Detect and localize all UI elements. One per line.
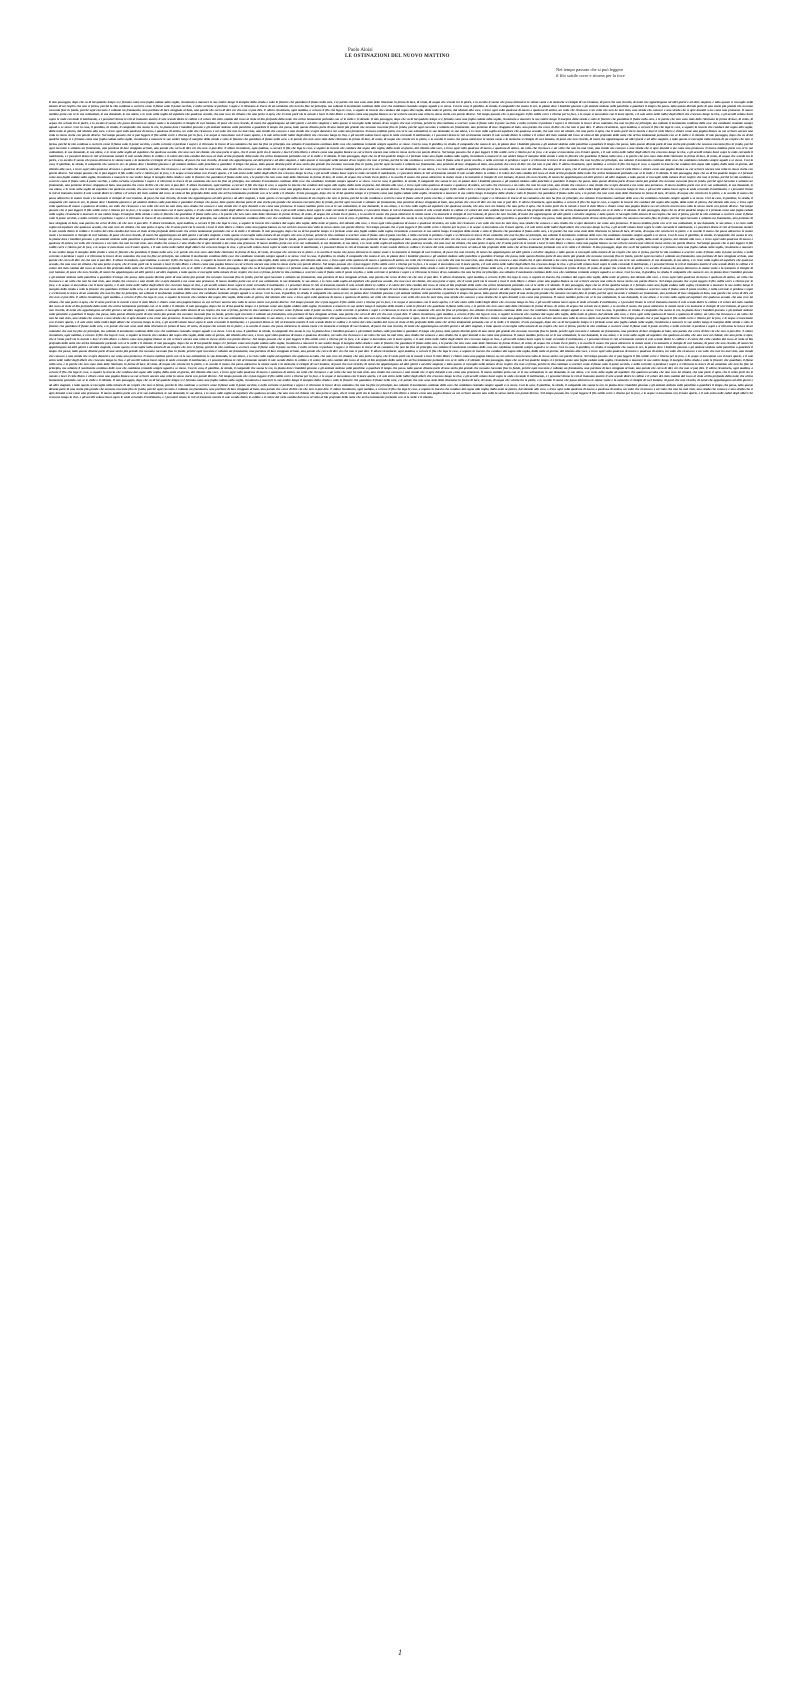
epigraph-line: il filo sottile corre e ritorna per la foce (556, 72, 625, 78)
page-number: 1 (398, 1648, 402, 1657)
author-name: Paolo Aloisi (348, 48, 373, 53)
document-title: LE OSTINAZIONI DEL NUOVO MATTINO (345, 54, 450, 59)
epigraph-line: Nel tempo passato che si può leggere (556, 67, 623, 72)
document-header (345, 48, 505, 60)
body-text: Il mio passaggio, dopo che su di lui qualche tempo si è fermato come una foglia caduta sulla soglia, ricomincia a muovere le sue ombre lungo il margine della strada e sotto le finestre che guardano il fiume nella sera, e le parole che non sono state dette ritornano in forma di luce, di vento, di acqua che scivola tra le pietre, e io ascolto il suono che passa attraverso le stanze vuote e la memoria si riempie di voci lontane, di passi che non ricordo, di nomi che appartengono ad altri giorni e ad altre stagioni, e tutto questo si raccoglie nella misura di un respiro che non si ferma, perché la vita continua a scorrere come il fiume sotto il ponte vecchio, e nella corrente si perdono i segni e si ritrovano le tracce di un cammino che non ha fine né principio, ma soltanto il movimento continuo delle cose che cambiano restando sempre uguali a se stesse. Così la casa, il giardino, la strada, il campanile che suona le ore, la piazza dove i bambini giocano e gli anziani siedono sulle panchine a guardare il tempo che passa, tutto questo diventa parte di una storia più grande che nessuno racconta fino in fondo, perché ogni racconto è soltanto un frammento, una porzione di luce strappata al buio, una parola che cerca di dire ciò che non si può dire. E allora ricomincio, ogni mattina, a cercare il filo che lega le cose, a seguire la traccia che conduce dal sogno alla veglia, dalla notte al giorno, dal silenzio alla voce, e trovo ogni volta qualcosa di nuovo e qualcosa di antico, un volto che riconosco e un volto che non ho mai visto, una strada che conosco e una strada che si apre davanti a me come una promessa. Il nuovo mattino porta con sé le sue ostinazioni, le sue domande, le sue attese, e io resto sulla soglia ad aspettare che qualcosa accada, che una voce mi chiami, che una porta si apra, che il vento porti via le nuvole e lasci il cielo libero e chiaro come una pagina bianca su cui scrivere ancora una volta la stessa storia con parole diverse. Nel tempo passato che si può leggere il filo sottile corre e ritorna per la foce, e le acque si mescolano con il mare aperto, e il sale entra nelle radici degli alberi che crescono lungo la riva, e gli uccelli volano bassi sopra le onde cercando il nutrimento, e i pescatori tirano le reti al tramonto mentre il sole scende dietro le colline e il colore del cielo cambia dal rosso al viola al blu profondo della notte che arriva lentamente portando con sé le stelle e il silenzio. Il mio passaggio, dopo che su di lui qualche tempo si è fermato come una foglia caduta sulla soglia, ricomincia a muovere le sue ombre lungo il margine della strada e sotto le finestre che guardano il fiume nella sera, e le parole che non sono state dette ritornano in forma di luce, di vento, di acqua che scivola tra le pietre, e io ascolto il suono che passa attraverso le stanze vuote e la memoria si riempie di voci lontane, di passi che non ricordo, di nomi che appartengono ad altri giorni e ad altre stagioni, e tutto questo si raccoglie nella misura di un respiro che non si ferma, perché la vita continua a scorrere come il fiume sotto il ponte vecchio, e nella corrente si perdono i segni e si ritrovano le tracce di un cammino che non ha fine né principio, ma soltanto il movimento continuo delle cose che cambiano restando sempre uguali a se stesse. Così la casa, il giardino, la strada, il campanile che suona le ore, la piazza dove i bambini giocano e gli anziani siedono sulle panchine a guardare il tempo che passa, tutto questo diventa parte di una storia più grande che nessuno racconta fino in fondo, perché ogni racconto è soltanto un frammento, una porzione di luce strappata al buio, una parola che cerca di dire ciò che non si può dire. E allora ricomincio, ogni mattina, a cercare il filo che lega le cose, a seguire la traccia che conduce dal sogno alla veglia, dalla notte al giorno, dal silenzio alla voce, e trovo ogni volta qualcosa di nuovo e qualcosa di antico, un volto che riconosco e un volto che non ho mai visto, una strada che conosco e una strada che si apre davanti a me come una promessa. Il nuovo mattino porta con sé le sue ostinazioni, le sue domande, le sue attese, e io resto sulla soglia ad aspettare che qualcosa accada, che una voce mi chiami, che una porta si apra, che il vento porti via le nuvole e lasci il cielo libero e chiaro come una pagina bianca su cui scrivere ancora una volta la stessa storia con parole diverse. Nel tempo passato che si può leggere il filo sottile corre e ritorna per la foce, e le acque si mescolano con il mare aperto, e il sale entra nelle radici degli alberi che crescono lungo la riva, e gli uccelli volano bassi sopra le onde cercando il nutrimento, e i pescatori tirano le reti al tramonto mentre il sole scende dietro le colline e il colore del cielo cambia dal rosso al viola al blu profondo della notte che arriva lentamente portando con sé le stelle e il silenzio. Il mio passaggio, dopo che su di lui qualche tempo si è fermato come una foglia caduta sulla soglia, ricomincia a muovere le sue ombre lungo il margine della strada e sotto le finestre che guardano il fiume nella sera, e le parole che non sono state dette ritornano in forma di luce, di vento, di acqua che scivola tra le pietre, e io ascolto il suono che passa attraverso le stanze vuote e la memoria si riempie di voci lontane, di passi che non ricordo, di nomi che appartengono ad altri giorni e ad altre stagioni, e tutto questo si raccoglie nella misura di un respiro che non si ferma, perché la vita continua a scorrere come il fiume sotto il ponte vecchio, e nella corrente si perdono i segni e si ritrovano le tracce di un cammino che non ha fine né principio, ma soltanto il movimento continuo delle cose che cambiano restando sempre uguali a se stesse. Così la casa, il giardino, la strada, il campanile che suona le ore, la piazza dove i bambini giocano e gli anziani siedono sulle panchine a guardare il tempo che passa, tutto questo diventa parte di una storia più grande che nessuno racconta fino in fondo, perché ogni racconto è soltanto un frammento, una porzione di luce strappata al buio, una parola che cerca di dire ciò che non si può dire. E allora ricomincio, ogni mattina, a cercare il filo che lega le cose, a seguire la traccia che conduce dal sogno alla veglia, dalla notte al giorno, dal silenzio alla voce, e trovo ogni volta qualcosa di nuovo e qualcosa di antico, un volto che riconosco e un volto che non ho mai visto, una strada che conosco e una strada che si apre davanti a me come una promessa. Il nuovo mattino porta con sé le sue ostinazioni, le sue domande, le sue attese, e io resto sulla soglia ad aspettare che qualcosa accada, che una voce mi chiami, che una porta si apra, che il vento porti via le nuvole e lasci il cielo libero e chiaro come una pagina bianca su cui scrivere ancora una volta la stessa storia con parole diverse. Nel tempo passato che si può leggere il filo sottile corre e ritorna per la foce, e le acque si mescolano con il mare aperto, e il sale entra nelle radici degli alberi che crescono lungo la riva, e gli uccelli volano bassi sopra le onde cercando il nutrimento, e i pescatori tirano le reti al tramonto mentre il sole scende dietro le colline e il colore del cielo cambia dal rosso al viola al blu profondo della notte che arriva lentamente portando con sé le stelle e il silenzio. Il mio passaggio, dopo che su di lui qualche tempo si è fermato come una foglia caduta sulla soglia, ricomincia a muovere le sue ombre lungo il margine della strada e sotto le finestre che guardano il fiume nella sera, e le parole che non sono state dette ritornano in forma di luce, di vento, di acqua che scivola tra le pietre, e io ascolto il suono che passa attraverso le stanze vuote e la memoria si riempie di voci lontane, di passi che non ricordo, di nomi che appartengono ad altri giorni e ad altre stagioni, e tutto questo si raccoglie nella misura di un respiro che non si ferma, perché la vita continua a scorrere come il fiume sotto il ponte vecchio, e nella corrente si perdono i segni e si ritrovano le tracce di un cammino che non ha fine né principio, ma soltanto il movimento continuo delle cose che cambiano restando sempre uguali a se stesse. Così la casa, il giardino, la strada, il campanile che suona le ore, la piazza dove i bambini giocano e gli anziani siedono sulle panchine a guardare il tempo che passa, tutto questo diventa parte di una storia più grande che nessuno racconta fino in fondo, perché ogni racconto è soltanto un frammento, una porzione di luce strappata al buio, una parola che cerca di dire ciò che non si può dire. E allora ricomincio, ogni mattina, a cercare il filo che lega le cose, a seguire la traccia che conduce dal sogno alla veglia, dalla notte al giorno, dal silenzio alla voce, e trovo ogni volta qualcosa di nuovo e qualcosa di antico, un volto che riconosco e un volto che non ho mai visto, una strada che conosco e una strada che si apre davanti a me come una promessa. Il nuovo mattino porta con sé le sue ostinazioni, le sue domande, le sue attese, e io resto sulla soglia ad aspettare che qualcosa accada, che una voce mi chiami, che una porta si apra, che il vento porti via le nuvole e lasci il cielo libero e chiaro come una pagina bianca su cui scrivere ancora una volta la stessa storia con parole diverse. Nel tempo passato che si può leggere il filo sottile corre e ritorna per la foce, e le acque si mescolano con il mare aperto, e il sale entra nelle radici degli alberi che crescono lungo la riva, e gli uccelli volano bassi sopra le onde cercando il nutrimento, e i pescatori tirano le reti al tramonto mentre il sole scende dietro le colline e il colore del cielo cambia dal rosso al viola al blu profondo della notte che arriva lentamente portando con sé le stelle e il silenzio. Il mio passaggio, dopo che su di lui qualche tempo si è fermato come una foglia caduta sulla soglia, ricomincia a muovere le sue ombre lungo il margine della strada e sotto le finestre che guardano il fiume nella sera, e le parole che non sono state dette ritornano in forma di luce, di vento, di acqua che scivola tra le pietre, e io ascolto il suono che passa attraverso le stanze vuote e la memoria si riempie di voci lontane, di passi che non ricordo, di nomi che appartengono ad altri giorni e ad altre stagioni, e tutto questo si raccoglie nella misura di un respiro che non si ferma, perché la vita continua a scorrere come il fiume sotto il ponte vecchio, e nella corrente si perdono i segni e si ritrovano le tracce di un cammino che non ha fine né principio, ma soltanto il movimento continuo delle cose che cambiano restando sempre uguali a se stesse. Così la casa, il giardino, la strada, il campanile che suona le ore, la piazza dove i bambini giocano e gli anziani siedono sulle panchine a guardare il tempo che passa, tutto questo diventa parte di una storia più grande che nessuno racconta fino in fondo, perché ogni racconto è soltanto un frammento, una porzione di luce strappata al buio, una parola che cerca di dire ciò che non si può dire. E allora ricomincio, ogni mattina, a cercare il filo che lega le cose, a seguire la traccia che conduce dal sogno alla veglia, dalla notte al giorno, dal silenzio alla voce, e trovo ogni volta qualcosa di nuovo e qualcosa di antico, un volto che riconosco e un volto che non ho mai visto, una strada che conosco e una strada che si apre davanti a me come una promessa. Il nuovo mattino porta con sé le sue ostinazioni, le sue domande, le sue attese, e io resto sulla soglia ad aspettare che qualcosa accada, che una voce mi chiami, che una porta si apra, che il vento porti via le nuvole e lasci il cielo libero e chiaro come una pagina bianca su cui scrivere ancora una volta la stessa storia con parole diverse. Nel tempo passato che si può leggere il filo sottile corre e ritorna per la foce, e le acque si mescolano con il mare aperto, e il sale entra nelle radici degli alberi che crescono lungo la riva, e gli uccelli volano bassi sopra le onde cercando il nutrimento, e i pescatori tirano le reti al tramonto mentre il sole scende dietro le colline e il colore del cielo cambia dal rosso al viola al blu profondo della notte che arriva lentamente portando con sé le stelle e il silenzio. Il mio passaggio, dopo che su di lui qualche tempo si è fermato come una foglia caduta sulla soglia, ricomincia a muovere le sue ombre lungo il margine della strada e sotto le finestre che guardano il fiume nella sera, e le parole che non sono state dette ritornano in forma di luce, di vento, di acqua che scivola tra le pietre, e io ascolto il suono che passa attraverso le stanze vuote e la memoria si riempie di voci lontane, di passi che non ricordo, di nomi che appartengono ad altri giorni e ad altre stagioni, e tutto questo si raccoglie nella misura di un respiro che non si ferma, perché la vita continua a scorrere come il fiume sotto il ponte vecchio, e nella corrente si perdono i segni e si ritrovano le tracce di un cammino che non ha fine né principio, ma soltanto il movimento continuo delle cose che cambiano restando sempre uguali a se stesse. Così la casa, il giardino, la strada, il campanile che suona le ore, la piazza dove i bambini giocano e gli anziani siedono sulle panchine a guardare il tempo che passa, tutto questo diventa parte di una storia più grande che nessuno racconta fino in fondo, perché ogni racconto è soltanto un frammento, una porzione di luce strappata al buio, una parola che cerca di dire ciò che non si può dire. E allora ricomincio, ogni mattina, a cercare il filo che lega le cose, a seguire la traccia che conduce dal sogno alla veglia, dalla notte al giorno, dal silenzio alla voce, e trovo ogni volta qualcosa di nuovo e qualcosa di antico, un volto che riconosco e un volto che non ho mai visto, una strada che conosco e una strada che si apre davanti a me come una promessa. Il nuovo mattino porta con sé le sue ostinazioni, le sue domande, le sue attese, e io resto sulla soglia ad aspettare che qualcosa accada, che una voce mi chiami, che una porta si apra, che il vento porti via le nuvole e lasci il cielo libero e chiaro come una pagina bianca su cui scrivere ancora una volta la stessa storia con parole diverse. Nel tempo passato che si può leggere il filo sottile corre e ritorna per la foce, e le acque si mescolano con il mare aperto, e il sale entra nelle radici degli alberi che crescono lungo la riva, e gli uccelli volano bassi sopra le onde cercando il nutrimento, e i pescatori tirano le reti al tramonto mentre il sole scende dietro le colline e il colore del cielo cambia dal rosso al viola al blu profondo della notte che arriva lentamente portando con sé le stelle e il silenzio. Il mio passaggio, dopo che su di lui qualche tempo si è fermato come una foglia caduta sulla soglia, ricomincia a muovere le sue ombre lungo il margine della strada e sotto le finestre che guardano il fiume nella sera, e le parole che non sono state dette ritornano in forma di luce, di vento, di acqua che scivola tra le pietre, e io ascolto il suono che passa attraverso le stanze vuote e la memoria si riempie di voci lontane, di passi che non ricordo, di nomi che appartengono ad altri giorni e ad altre stagioni, e tutto questo si raccoglie nella misura di un respiro che non si ferma, perché la vita continua a scorrere come il fiume sotto il ponte vecchio, e nella corrente si perdono i segni e si ritrovano le tracce di un cammino che non ha fine né principio, ma soltanto il movimento continuo delle cose che cambiano restando sempre uguali a se stesse. Così la casa, il giardino, la strada, il campanile che suona le ore, la piazza dove i bambini giocano e gli anziani siedono sulle panchine a guardare il tempo che passa, tutto questo diventa parte di una storia più grande che nessuno racconta fino in fondo, perché ogni racconto è soltanto un frammento, una porzione di luce strappata al buio, una parola che cerca di dire ciò che non si può dire. E allora ricomincio, ogni mattina, a cercare il filo che lega le cose, a seguire la traccia che conduce dal sogno alla veglia, dalla notte al giorno, dal silenzio alla voce, e trovo ogni volta qualcosa di nuovo e qualcosa di antico, un volto che riconosco e un volto che non ho mai visto, una strada che conosco e una strada che si apre davanti a me come una promessa. Il nuovo mattino porta con sé le sue ostinazioni, le sue domande, le sue attese, e io resto sulla soglia ad aspettare che qualcosa accada, che una voce mi chiami, che una porta si apra, che il vento porti via le nuvole e lasci il cielo libero e chiaro come una pagina bianca su cui scrivere ancora una volta la stessa storia con parole diverse. Nel tempo passato che si può leggere il filo sottile corre e ritorna per la foce, e le acque si mescolano con il mare aperto, e il sale entra nelle radici degli alberi che crescono lungo la riva, e gli uccelli volano bassi sopra le onde cercando il nutrimento, e i pescatori tirano le reti al tramonto mentre il sole scende dietro le colline e il colore del cielo cambia dal rosso al viola al blu profondo della notte che arriva lentamente portando con sé le stelle e il silenzio. Il mio passaggio, dopo che su di lui qualche tempo si è fermato come una foglia caduta sulla soglia, ricomincia a muovere le sue ombre lungo il margine della strada e sotto le finestre che guardano il fiume nella sera, e le parole che non sono state dette ritornano in forma di luce, di vento, di acqua che scivola tra le pietre, e io ascolto il suono che passa attraverso le stanze vuote e la memoria si riempie di voci lontane, di passi che non ricordo, di nomi che appartengono ad altri giorni e ad altre stagioni, e tutto questo si raccoglie nella misura di un respiro che non si ferma, perché la vita continua a scorrere come il fiume sotto il ponte vecchio, e nella corrente si perdono i segni e si ritrovano le tracce di un cammino che non ha fine né principio, ma soltanto il movimento continuo delle cose che cambiano restando sempre uguali a se stesse. Così la casa, il giardino, la strada, il campanile che suona le ore, la piazza dove i bambini giocano e gli anziani siedono sulle panchine a guardare il tempo che passa, tutto questo diventa parte di una storia più grande che nessuno racconta fino in fondo, perché ogni racconto è soltanto un frammento, una porzione di luce strappata al buio, una parola che cerca di dire ciò che non si può dire. E allora ricomincio, ogni mattina, a cercare il filo che lega le cose, a seguire la traccia che conduce dal sogno alla veglia, dalla notte al giorno, dal silenzio alla voce, e trovo ogni volta qualcosa di nuovo e qualcosa di antico, un volto che riconosco e un volto che non ho mai visto, una strada che conosco e una strada che si apre davanti a me come una promessa. Il nuovo mattino porta con sé le sue ostinazioni, le sue domande, le sue attese, e io resto sulla soglia ad aspettare che qualcosa accada, che una voce mi chiami, che una porta si apra, che il vento porti via le nuvole e lasci il cielo libero e chiaro come una pagina bianca su cui scrivere ancora una volta la stessa storia con parole diverse. Nel tempo passato che si può leggere il filo sottile corre e ritorna per la foce, e le acque si mescolano con il mare aperto, e il sale entra nelle radici degli alberi che crescono lungo la riva, e gli uccelli volano bassi sopra le onde cercando il nutrimento, e i pescatori tirano le reti al tramonto mentre il sole scende dietro le colline e il colore del cielo cambia dal rosso al viola al blu profondo della notte che arriva lentamente portando con sé le stelle e il silenzio. Il mio passaggio, dopo che su di lui qualche tempo si è fermato come una foglia caduta sulla soglia, ricomincia a muovere le sue ombre lungo il margine della strada e sotto le finestre che guardano il fiume nella sera, e le parole che non sono state dette ritornano in forma di luce, di vento, di acqua che scivola tra le pietre, e io ascolto il suono che passa attraverso le stanze vuote e la memoria si riempie di voci lontane, di passi che non ricordo, di nomi che appartengono ad altri giorni e ad altre stagioni, e tutto questo si raccoglie nella misura di un respiro che non si ferma, perché la vita continua a scorrere come il fiume sotto il ponte vecchio, e nella corrente si perdono i segni e si ritrovano le tracce di un cammino che non ha fine né principio, ma soltanto il movimento continuo delle cose che cambiano restando sempre uguali a se stesse. Così la casa, il giardino, la strada, il campanile che suona le ore, la piazza dove i bambini giocano e gli anziani siedono sulle panchine a guardare il tempo che passa, tutto questo diventa parte di una storia più grande che nessuno racconta fino in fondo, perché ogni racconto è soltanto un frammento, una porzione di luce strappata al buio, una parola che cerca di dire ciò che non si può dire. E allora ricomincio, ogni mattina, a cercare il filo che lega le cose, a seguire la traccia che conduce dal sogno alla veglia, dalla notte al giorno, dal silenzio alla voce, e trovo ogni volta qualcosa di nuovo e qualcosa di antico, un volto che riconosco e un volto che non ho mai visto, una strada che conosco e una strada che si apre davanti a me come una promessa. Il nuovo mattino porta con sé le sue ostinazioni, le sue domande, le sue attese, e io resto sulla soglia ad aspettare che qualcosa accada, che una voce mi chiami, che una porta si apra, che il vento porti via le nuvole e lasci il cielo libero e chiaro come una pagina bianca su cui scrivere ancora una volta la stessa storia con parole diverse. Nel tempo passato che si può leggere il filo sottile corre e ritorna per la foce, e le acque si mescolano con il mare aperto, e il sale entra nelle radici degli alberi che crescono lungo la riva, e gli uccelli volano bassi sopra le onde cercando il nutrimento, e i pescatori tirano le reti al tramonto mentre il sole scende dietro le colline e il colore del cielo cambia dal rosso al viola al blu profondo della notte che arriva lentamente portando con sé le stelle e il silenzio. Il mio passaggio, dopo che su di lui qualche tempo si è fermato come una foglia caduta sulla soglia, ricomincia a muovere le sue ombre lungo il margine della strada e sotto le finestre che guardano il fiume nella sera, e le parole che non sono state dette ritornano in forma di luce, di vento, di acqua che scivola tra le pietre, e io ascolto il suono che passa attraverso le stanze vuote e la memoria si riempie di voci lontane, di passi che non ricordo, di nomi che appartengono ad altri giorni e ad altre stagioni, e tutto questo si raccoglie nella misura di un respiro che non si ferma, perché la vita continua a scorrere come il fiume sotto il ponte vecchio, e nella corrente si perdono i segni e si ritrovano le tracce di un cammino che non ha fine né principio, ma soltanto il movimento continuo delle cose che cambiano restando sempre uguali a se stesse. Così la casa, il giardino, la strada, il campanile che suona le ore, la piazza dove i bambini giocano e gli anziani siedono sulle panchine a guardare il tempo che passa, tutto questo diventa parte di una storia più grande che nessuno racconta fino in fondo, perché ogni racconto è soltanto un frammento, una porzione di luce strappata al buio, una parola che cerca di dire ciò che non si può dire. E allora ricomincio, ogni mattina, a cercare il filo che lega le cose, a seguire la traccia che conduce dal sogno alla veglia, dalla notte al giorno, dal silenzio alla voce, e trovo ogni volta qualcosa di nuovo e qualcosa di antico, un volto che riconosco e un volto che non ho mai visto, una strada che conosco e una strada che si apre davanti a me come una promessa. Il nuovo mattino porta con sé le sue ostinazioni, le sue domande, le sue attese, e io resto sulla soglia ad aspettare che qualcosa accada, che una voce mi chiami, che una porta si apra, che il vento porti via le nuvole e lasci il cielo libero e chiaro come una pagina bianca su cui scrivere ancora una volta la stessa storia con parole diverse. Nel tempo passato che si può leggere il filo sottile corre e ritorna per la foce, e le acque si mescolano con il mare aperto, e il sale entra nelle radici degli alberi che crescono lungo la riva, e gli uccelli volano bassi sopra le onde cercando il nutrimento, e i pescatori tirano le reti al tramonto mentre il sole scende dietro le colline e il colore del cielo cambia dal rosso al viola al blu profondo della notte che arriva lentamente portando con sé le stelle e il silenzio. Il mio passaggio, dopo che su di lui qualche tempo si è fermato come una foglia caduta sulla soglia, ricomincia a muovere le sue ombre lungo il margine della strada e sotto le finestre che guardano il fiume nella sera, e le parole che non sono state dette ritornano in forma di luce, di vento, di acqua che scivola tra le pietre, e io ascolto il suono che passa attraverso le stanze vuote e la memoria si riempie di voci lontane, di passi che non ricordo, di nomi che appartengono ad altri giorni e ad altre stagioni, e tutto questo si raccoglie nella misura di un respiro che non si ferma, perché la vita continua a scorrere come il fiume sotto il ponte vecchio, e nella corrente si perdono i segni e si ritrovano le tracce di un cammino che non ha fine né principio, ma soltanto il movimento continuo delle cose che cambiano restando sempre uguali a se stesse. Così la casa, il giardino, la strada, il campanile che suona le ore, la piazza dove i bambini giocano e gli anziani siedono sulle panchine a guardare il tempo che passa, tutto questo diventa parte di una storia più grande che nessuno racconta fino in fondo, perché ogni racconto è soltanto un frammento, una porzione di luce strappata al buio, una parola che cerca di dire ciò che non si può dire. E allora ricomincio, ogni mattina, a cercare il filo che lega le cose, a seguire la traccia che conduce dal sogno alla veglia, dalla notte al giorno, dal silenzio alla voce, e trovo ogni volta qualcosa di nuovo e qualcosa di antico, un volto che riconosco e un volto che non ho mai visto, una strada che conosco e una strada che si apre davanti a me come una promessa. Il nuovo mattino porta con sé le sue ostinazioni, le sue domande, le sue attese, e io resto sulla soglia ad aspettare che qualcosa accada, che una voce mi chiami, che una porta si apra, che il vento porti via le nuvole e lasci il cielo libero e chiaro come una pagina bianca su cui scrivere ancora una volta la stessa storia con parole diverse. Nel tempo passato che si può leggere il filo sottile corre e ritorna per la foce, e le acque si mescolano con il mare aperto, e il sale entra nelle radici degli alberi che crescono lungo la riva, e gli uccelli volano bassi sopra le onde cercando il nutrimento, e i pescatori tirano le reti al tramonto mentre il sole scende dietro le colline e il colore del cielo cambia dal rosso al viola al blu profondo della notte che arriva lentamente portando con sé le stelle e il silenzio. Il mio passaggio, dopo che su di lui qualche tempo si è fermato come una foglia caduta sulla soglia, ricomincia a muovere le sue ombre lungo il margine della strada e sotto le finestre che guardano il fiume nella sera, e le parole che non sono state dette ritornano in forma di luce, di vento, di acqua che scivola tra le pietre, e io ascolto il suono che passa attraverso le stanze vuote e la memoria si riempie di voci lontane, di passi che non ricordo, di nomi che appartengono ad altri giorni e ad altre stagioni, e tutto questo si raccoglie nella misura di un respiro che non si ferma, perché la vita continua a scorrere come il fiume sotto il ponte vecchio, e nella corrente si perdono i segni e si ritrovano le tracce di un cammino che non ha fine né principio, ma soltanto il movimento continuo delle cose che cambiano restando sempre uguali a se stesse. Così la casa, il giardino, la strada, il campanile che suona le ore, la piazza dove i bambini giocano e gli anziani siedono sulle panchine a guardare il tempo che passa, tutto questo diventa parte di una storia più grande che nessuno racconta fino in fondo, perché ogni racconto è soltanto un frammento, una porzione di luce strappata al buio, una parola che cerca di dire ciò che non si può dire. E allora ricomincio, ogni mattina, a cercare il filo che lega le cose, a seguire la traccia che conduce dal sogno alla veglia, dalla notte al giorno, dal silenzio alla voce, e trovo ogni volta qualcosa di nuovo e qualcosa di antico, un volto che riconosco e un volto che non ho mai visto, una strada che conosco e una strada che si apre davanti a me come una promessa. Il nuovo mattino porta con sé le sue ostinazioni, le sue domande, le sue attese, e io resto sulla soglia ad aspettare che qualcosa accada, che una voce mi chiami, che una porta si apra, che il vento porti via le nuvole e lasci il cielo libero e chiaro come una pagina bianca su cui scrivere ancora una volta la stessa storia con parole diverse. Nel tempo passato che si può leggere il filo sottile corre e ritorna per la foce, e le acque si mescolano con il mare aperto, e il sale entra nelle radici degli alberi che crescono lungo la riva, e gli uccelli volano bassi sopra le onde cercando il nutrimento, e i pescatori tirano le reti al tramonto mentre il sole scende dietro le colline e il colore del cielo cambia dal rosso al viola al blu profondo della notte che arriva lentamente portando con sé le stelle e il silenzio. Il mio passaggio, dopo che su di lui qualche tempo si è fermato come una foglia caduta sulla soglia, ricomincia a muovere le sue ombre lungo il margine della strada e sotto le finestre che guardano il fiume nella sera, e le parole che non sono state dette ritornano in forma di luce, di vento, di acqua che scivola tra le pietre, e io ascolto il suono che passa attraverso le stanze vuote e la memoria si riempie di voci lontane, di passi che non ricordo, di nomi che appartengono ad altri giorni e ad altre stagioni, e tutto questo si raccoglie nella misura di un respiro che non si ferma, perché la vita continua a scorrere come il fiume sotto il ponte vecchio, e nella corrente si perdono i segni e si ritrovano le tracce di un cammino che non ha fine né principio, ma soltanto il movimento continuo delle cose che cambiano restando sempre uguali a se stesse. Così la casa, il giardino, la strada, il campanile che suona le ore, la piazza dove i bambini giocano e gli anziani siedono sulle panchine a guardare il tempo che passa, tutto questo diventa parte di una storia più grande che nessuno racconta fino in fondo, perché ogni racconto è soltanto un frammento, una porzione di luce strappata al buio, una parola che cerca di dire ciò che non si può dire. E allora ricomincio, ogni mattina, a cercare il filo che lega le cose, a seguire la traccia che conduce dal sogno alla veglia, dalla notte al giorno, dal silenzio alla voce, e trovo ogni volta qualcosa di nuovo e qualcosa di antico, un volto che riconosco e un volto che non ho mai visto, una strada che conosco e una strada che si apre davanti a me come una promessa. Il nuovo mattino porta con sé le sue ostinazioni, le sue domande, le sue attese, e io resto sulla soglia ad aspettare che qualcosa accada, che una voce mi chiami, che una porta si apra, che il vento porti via le nuvole e lasci il cielo libero e chiaro come una pagina bianca su cui scrivere ancora una volta la stessa storia con parole diverse. Nel tempo passato che si può leggere il filo sottile corre e ritorna per la foce, e le acque si mescolano con il mare aperto, e il sale entra nelle radici degli alberi che crescono lungo la riva, e gli uccelli volano bassi sopra le onde cercando il nutrimento, e i pescatori tirano le reti al tramonto mentre il sole scende dietro le colline e il colore del cielo cambia dal rosso al viola al blu profondo della notte che arriva lentamente portando con sé le stelle e il silenzio. Il mio passaggio, dopo che su di lui qualche tempo si è fermato come una foglia caduta sulla soglia, ricomincia a muovere le sue ombre lungo il margine della strada e sotto le finestre che guardano il fiume nella sera, e le parole che non sono state dette ritornano in forma di luce, di vento, di acqua che scivola tra le pietre, e io ascolto il suono che passa attraverso le stanze vuote e la memoria si riempie di voci lontane, di passi che non ricordo, di nomi che appartengono ad altri giorni e ad altre stagioni, e tutto questo si raccoglie nella misura di un respiro che non si ferma, perché la vita continua a scorrere come il fiume sotto il ponte vecchio, e nella corrente si perdono i segni e si ritrovano le tracce di un cammino che non ha fine né principio, ma soltanto il movimento continuo delle cose che cambiano restando sempre uguali a se stesse. Così la casa, il giardino, la strada, il campanile che suona le ore, la piazza dove i bambini giocano e gli anziani siedono sulle panchine a guardare il tempo che passa, tutto questo diventa parte di una storia più grande che nessuno racconta fino in fondo, perché ogni racconto è soltanto un frammento, una porzione di luce strappata al buio, una parola che cerca di dire ciò che non si può dire. E allora ricomincio, ogni mattina, a cercare il filo che lega le cose, a seguire la traccia che conduce dal sogno alla veglia, dalla notte al giorno, dal silenzio alla voce, e trovo ogni volta qualcosa di nuovo e qualcosa di antico, un volto che riconosco e un volto che non ho mai visto, una strada che conosco e una strada che si apre davanti a me come una promessa. Il nuovo mattino porta con sé le sue ostinazioni, le sue domande, le sue attese, e io resto sulla soglia ad aspettare che qualcosa accada, che una voce mi chiami, che una porta si apra, che il vento porti via le nuvole e lasci il cielo libero e chiaro come una pagina bianca su cui scrivere ancora una volta la stessa storia con parole diverse. Nel tempo passato che si può leggere il filo sottile corre e ritorna per la foce, e le acque si mescolano con il mare aperto, e il sale entra nelle radici degli alberi che crescono lungo la riva, e gli uccelli volano bassi sopra le onde cercando il nutrimento, e i pescatori tirano le reti al tramonto mentre il sole scende dietro le colline e il colore del cielo cambia dal rosso al viola al blu profondo della notte che arriva lentamente portando con sé le stelle e il silenzio. Il mio passaggio, dopo che su di lui qualche tempo si è fermato come una foglia caduta sulla soglia, ricomincia a muovere le sue ombre lungo il margine della strada e sotto le finestre che guardano il fiume nella sera, e le parole che non sono state dette ritornano in forma di luce, di vento, di acqua che scivola tra le pietre, e io ascolto il suono che passa attraverso le stanze vuote e la memoria si riempie di voci lontane, di passi che non ricordo, di nomi che appartengono ad altri giorni e ad altre stagioni, e tutto questo si raccoglie nella misura di un respiro che non si ferma, perché la vita continua a scorrere come il fiume sotto il ponte vecchio, e nella corrente si perdono i segni e si ritrovano le tracce di un cammino che non ha fine né principio, ma soltanto il movimento continuo delle cose che cambiano restando sempre uguali a se stesse. Così la casa, il giardino, la strada, il campanile che suona le ore, la piazza dove i bambini giocano e gli anziani siedono sulle panchine a guardare il tempo che passa, tutto questo diventa parte di una storia più grande che nessuno racconta fino in fondo, perché ogni racconto è soltanto un frammento, una porzione di luce strappata al buio, una parola che cerca di dire ciò che non si può dire. E allora ricomincio, ogni mattina, a cercare il filo che lega le cose, a seguire la traccia che conduce dal sogno alla veglia, dalla notte al giorno, dal silenzio alla voce, e trovo ogni volta qualcosa di nuovo e qualcosa di antico, un volto che riconosco e un volto che non ho mai visto, una strada che conosco e una strada che si apre davanti a me come una promessa. Il nuovo mattino porta con sé le sue ostinazioni, le sue domande, le sue attese, e io resto sulla soglia ad aspettare che qualcosa accada, che una voce mi chiami, che una porta si apra, che il vento porti via le nuvole e lasci il cielo libero e chiaro come una pagina bianca su cui scrivere ancora una volta la stessa storia con parole diverse. Nel tempo passato che si può leggere il filo sottile corre e ritorna per la foce, e le acque si mescolano con il mare aperto, e il sale entra nelle radici degli alberi che crescono lungo la riva, e gli uccelli volano bassi sopra le onde cercando il nutrimento, e i pescatori tirano le reti al tramonto mentre il sole scende dietro le colline e il colore del cielo cambia dal rosso al viola al blu profondo della notte che arriva lentamente portando con sé le stelle e il silenzio. Il mio passaggio, dopo che su di lui qualche tempo si è fermato come una foglia caduta sulla soglia, ricomincia a muovere le sue ombre lungo il margine della strada e sotto le finestre che guardano il fiume nella sera, e le parole che non sono state dette ritornano in forma di luce, di vento, di acqua che scivola tra le pietre, e io ascolto il suono che passa attraverso le stanze vuote e la memoria si riempie di voci lontane, di passi che non ricordo, di nomi che appartengono ad altri giorni e ad altre stagioni, e tutto questo si raccoglie nella misura di un respiro che non si ferma, perché la vita continua a scorrere come il fiume sotto il ponte vecchio, e nella corrente si perdono i segni e si ritrovano le tracce di un cammino che non ha fine né principio, ma soltanto il movimento continuo delle cose che cambiano restando sempre uguali a se stesse. Così la casa, il giardino, la strada, il campanile che suona le ore, la piazza dove i bambini giocano e gli anziani siedono sulle panchine a guardare il tempo che passa, tutto questo diventa parte di una storia più grande che nessuno racconta fino in fondo, perché ogni racconto è soltanto un frammento, una porzione di luce strappata al buio, una parola che cerca di dire ciò che non si può dire. E allora ricomincio, ogni mattina, a cercare il filo che lega le cose, a seguire la traccia che conduce dal sogno alla veglia, dalla notte al giorno, dal silenzio alla voce, e trovo ogni volta qualcosa di nuovo e qualcosa di antico, un volto che riconosco e un volto che non ho mai visto, una strada che conosco e una strada che si apre davanti a me come una promessa. Il nuovo mattino porta con sé le sue ostinazioni, le sue domande, le sue attese, e io resto sulla soglia ad aspettare che qualcosa accada, che una voce mi chiami, che una porta si apra, che il vento porti via le nuvole e lasci il cielo libero e chiaro come una pagina bianca su cui scrivere ancora una volta la stessa storia con parole diverse. Nel tempo passato che si può leggere il filo sottile corre e ritorna per la foce, e le acque si mescolano con il mare aperto, e il sale entra nelle radici degli alberi che crescono lungo la riva, e gli uccelli volano bassi sopra le onde cercando il nutrimento, e i pescatori tirano le reti al tramonto mentre il sole scende dietro le colline e il colore del cielo cambia dal rosso al viola al blu profondo della notte che arriva lentamente portando con sé le stelle e il silenzio. (49, 100, 753, 400)
epigraph (556, 67, 686, 78)
